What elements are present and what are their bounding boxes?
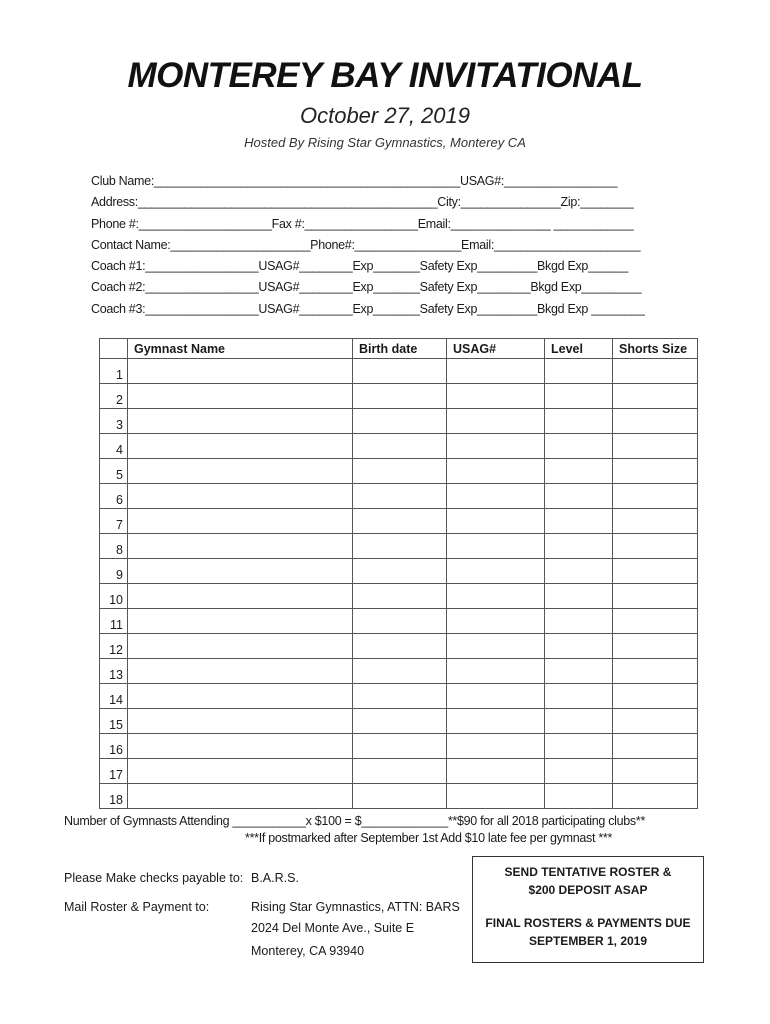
event-title: MONTEREY BAY INVITATIONAL	[127, 56, 643, 95]
birth-date-cell[interactable]	[353, 484, 447, 509]
usag-cell[interactable]	[447, 484, 545, 509]
level-cell[interactable]	[545, 359, 613, 384]
final-roster-notice	[473, 914, 703, 950]
gymnast-name-cell[interactable]	[128, 559, 353, 584]
usag-cell[interactable]	[447, 534, 545, 559]
shorts-size-cell[interactable]	[613, 359, 698, 384]
row-number: 11	[100, 609, 128, 634]
shorts-size-cell[interactable]	[613, 384, 698, 409]
level-cell[interactable]	[545, 684, 613, 709]
deposit-notice	[473, 863, 703, 899]
row-number: 2	[100, 384, 128, 409]
row-number: 17	[100, 759, 128, 784]
table-row	[100, 684, 698, 709]
usag-cell[interactable]	[447, 759, 545, 784]
row-number: 15	[100, 709, 128, 734]
row-number: 3	[100, 409, 128, 434]
table-row	[100, 784, 698, 809]
shorts-size-cell[interactable]	[613, 634, 698, 659]
mail-address-line-3: Monterey, CA 93940	[251, 944, 365, 958]
shorts-size-cell[interactable]	[613, 684, 698, 709]
shorts-size-cell[interactable]	[613, 484, 698, 509]
gymnast-name-cell[interactable]	[128, 359, 353, 384]
final-notice-line-2: SEPTEMBER 1, 2019	[528, 934, 648, 948]
table-row	[100, 559, 698, 584]
usag-cell[interactable]	[447, 784, 545, 809]
shorts-size-cell[interactable]	[613, 459, 698, 484]
table-row	[100, 734, 698, 759]
shorts-size-cell[interactable]	[613, 784, 698, 809]
roster-header-row	[100, 339, 698, 359]
shorts-size-cell[interactable]	[613, 409, 698, 434]
deposit-notice-line-1: SEND TENTATIVE ROSTER &	[504, 865, 672, 879]
gymnast-name-cell[interactable]	[128, 484, 353, 509]
gymnast-name-cell[interactable]	[128, 684, 353, 709]
row-number: 18	[100, 784, 128, 809]
row-number: 16	[100, 734, 128, 759]
usag-cell[interactable]	[447, 584, 545, 609]
table-row	[100, 459, 698, 484]
table-row	[100, 384, 698, 409]
shorts-size-cell[interactable]	[613, 534, 698, 559]
birth-date-cell[interactable]	[353, 509, 447, 534]
gymnast-name-cell[interactable]	[128, 634, 353, 659]
column-header-level: Level	[545, 339, 613, 359]
usag-cell[interactable]	[447, 659, 545, 684]
gymnast-count-line[interactable]: Number of Gymnasts Attending ___________x $100 = $_____________**$90 for all 2018 participating clubs**	[64, 814, 646, 828]
usag-cell[interactable]	[447, 359, 545, 384]
final-notice-line-1: FINAL ROSTERS & PAYMENTS DUE	[485, 916, 691, 930]
column-header-usag: USAG#	[447, 339, 545, 359]
birth-date-cell[interactable]	[353, 434, 447, 459]
birth-date-cell[interactable]	[353, 609, 447, 634]
level-cell[interactable]	[545, 609, 613, 634]
event-host: Hosted By Rising Star Gymnastics, Monterey CA	[244, 135, 526, 150]
level-cell[interactable]	[545, 759, 613, 784]
payable-value: B.A.R.S.	[251, 871, 299, 885]
gymnast-name-cell[interactable]	[128, 534, 353, 559]
contact-line[interactable]: Contact Name:_____________________Phone#:________________Email:______________________	[91, 237, 641, 252]
usag-cell[interactable]	[447, 459, 545, 484]
birth-date-cell[interactable]	[353, 384, 447, 409]
column-header-shorts-size: Shorts Size	[613, 339, 698, 359]
row-number: 8	[100, 534, 128, 559]
birth-date-cell[interactable]	[353, 659, 447, 684]
level-cell[interactable]	[545, 509, 613, 534]
phone-line[interactable]: Phone #:____________________Fax #:_________________Email:_______________ ____________	[91, 216, 634, 231]
birth-date-cell[interactable]	[353, 784, 447, 809]
table-row	[100, 759, 698, 784]
gymnast-name-cell[interactable]	[128, 459, 353, 484]
coach-1-line[interactable]: Coach #1:_________________USAG#________Exp_______Safety Exp_________Bkgd Exp______	[91, 259, 628, 274]
row-number-header	[100, 339, 128, 359]
shorts-size-cell[interactable]	[613, 559, 698, 584]
row-number: 14	[100, 684, 128, 709]
row-number: 7	[100, 509, 128, 534]
level-cell[interactable]	[545, 709, 613, 734]
coach-2-line[interactable]: Coach #2:_________________USAG#________Exp_______Safety Exp________Bkgd Exp_________	[91, 280, 642, 295]
deposit-notice-line-2: $200 DEPOSIT ASAP	[528, 883, 648, 897]
table-row	[100, 409, 698, 434]
mail-address-line-2: 2024 Del Monte Ave., Suite E	[251, 921, 415, 935]
row-number: 1	[100, 359, 128, 384]
level-cell[interactable]	[545, 384, 613, 409]
gymnast-name-cell[interactable]	[128, 659, 353, 684]
row-number: 13	[100, 659, 128, 684]
shorts-size-cell[interactable]	[613, 584, 698, 609]
gymnast-name-cell[interactable]	[128, 384, 353, 409]
usag-cell[interactable]	[447, 634, 545, 659]
gymnast-name-cell[interactable]	[128, 734, 353, 759]
shorts-size-cell[interactable]	[613, 759, 698, 784]
table-row	[100, 609, 698, 634]
level-cell[interactable]	[545, 534, 613, 559]
shorts-size-cell[interactable]	[613, 659, 698, 684]
address-line[interactable]: Address:_____________________________________________City:_______________Zip:________	[91, 195, 634, 210]
shorts-size-cell[interactable]	[613, 709, 698, 734]
level-cell[interactable]	[545, 409, 613, 434]
table-row	[100, 434, 698, 459]
roster-body	[100, 359, 698, 809]
birth-date-cell[interactable]	[353, 584, 447, 609]
gymnast-name-cell[interactable]	[128, 709, 353, 734]
shorts-size-cell[interactable]	[613, 434, 698, 459]
gymnast-roster-table	[99, 338, 698, 809]
row-number: 4	[100, 434, 128, 459]
club-info-section	[91, 171, 691, 320]
level-cell[interactable]	[545, 659, 613, 684]
row-number: 9	[100, 559, 128, 584]
usag-cell[interactable]	[447, 434, 545, 459]
payable-label: Please Make checks payable to:	[64, 871, 244, 885]
mail-label: Mail Roster & Payment to:	[64, 900, 210, 914]
table-row	[100, 534, 698, 559]
usag-cell[interactable]	[447, 384, 545, 409]
row-number: 6	[100, 484, 128, 509]
usag-cell[interactable]	[447, 559, 545, 584]
birth-date-cell[interactable]	[353, 634, 447, 659]
usag-cell[interactable]	[447, 709, 545, 734]
shorts-size-cell[interactable]	[613, 609, 698, 634]
usag-cell[interactable]	[447, 684, 545, 709]
birth-date-cell[interactable]	[353, 709, 447, 734]
gymnast-name-cell[interactable]	[128, 584, 353, 609]
level-cell[interactable]	[545, 434, 613, 459]
table-row	[100, 584, 698, 609]
birth-date-cell[interactable]	[353, 459, 447, 484]
birth-date-cell[interactable]	[353, 759, 447, 784]
birth-date-cell[interactable]	[353, 534, 447, 559]
usag-cell[interactable]	[447, 409, 545, 434]
event-date: October 27, 2019	[299, 103, 470, 128]
shorts-size-cell[interactable]	[613, 734, 698, 759]
table-row	[100, 659, 698, 684]
gymnast-name-cell[interactable]	[128, 759, 353, 784]
birth-date-cell[interactable]	[353, 734, 447, 759]
birth-date-cell[interactable]	[353, 559, 447, 584]
deadline-notice-box	[472, 856, 704, 963]
level-cell[interactable]	[545, 784, 613, 809]
usag-cell[interactable]	[447, 509, 545, 534]
table-row	[100, 634, 698, 659]
coach-3-line[interactable]: Coach #3:_________________USAG#________Exp_______Safety Exp_________Bkgd Exp ________	[91, 301, 645, 316]
birth-date-cell[interactable]	[353, 409, 447, 434]
shorts-size-cell[interactable]	[613, 509, 698, 534]
club-name-line[interactable]: Club Name:______________________________________________USAG#:_________________	[91, 174, 618, 188]
level-cell[interactable]	[545, 584, 613, 609]
column-header-birth-date: Birth date	[353, 339, 447, 359]
row-number: 5	[100, 459, 128, 484]
level-cell[interactable]	[545, 634, 613, 659]
birth-date-cell[interactable]	[353, 684, 447, 709]
gymnast-name-cell[interactable]	[128, 509, 353, 534]
table-row	[100, 709, 698, 734]
usag-cell[interactable]	[447, 734, 545, 759]
late-fee-note: ***If postmarked after September 1st Add $10 late fee per gymnast ***	[245, 831, 613, 845]
gymnast-name-cell[interactable]	[128, 784, 353, 809]
gymnast-name-cell[interactable]	[128, 609, 353, 634]
row-number: 10	[100, 584, 128, 609]
level-cell[interactable]	[545, 459, 613, 484]
table-row	[100, 509, 698, 534]
gymnast-name-cell[interactable]	[128, 409, 353, 434]
level-cell[interactable]	[545, 734, 613, 759]
gymnast-name-cell[interactable]	[128, 434, 353, 459]
table-row	[100, 359, 698, 384]
table-row	[100, 484, 698, 509]
usag-cell[interactable]	[447, 609, 545, 634]
birth-date-cell[interactable]	[353, 359, 447, 384]
row-number: 12	[100, 634, 128, 659]
column-header-gymnast-name: Gymnast Name	[128, 339, 353, 359]
mail-address-line-1: Rising Star Gymnastics, ATTN: BARS	[251, 900, 460, 914]
level-cell[interactable]	[545, 559, 613, 584]
level-cell[interactable]	[545, 484, 613, 509]
